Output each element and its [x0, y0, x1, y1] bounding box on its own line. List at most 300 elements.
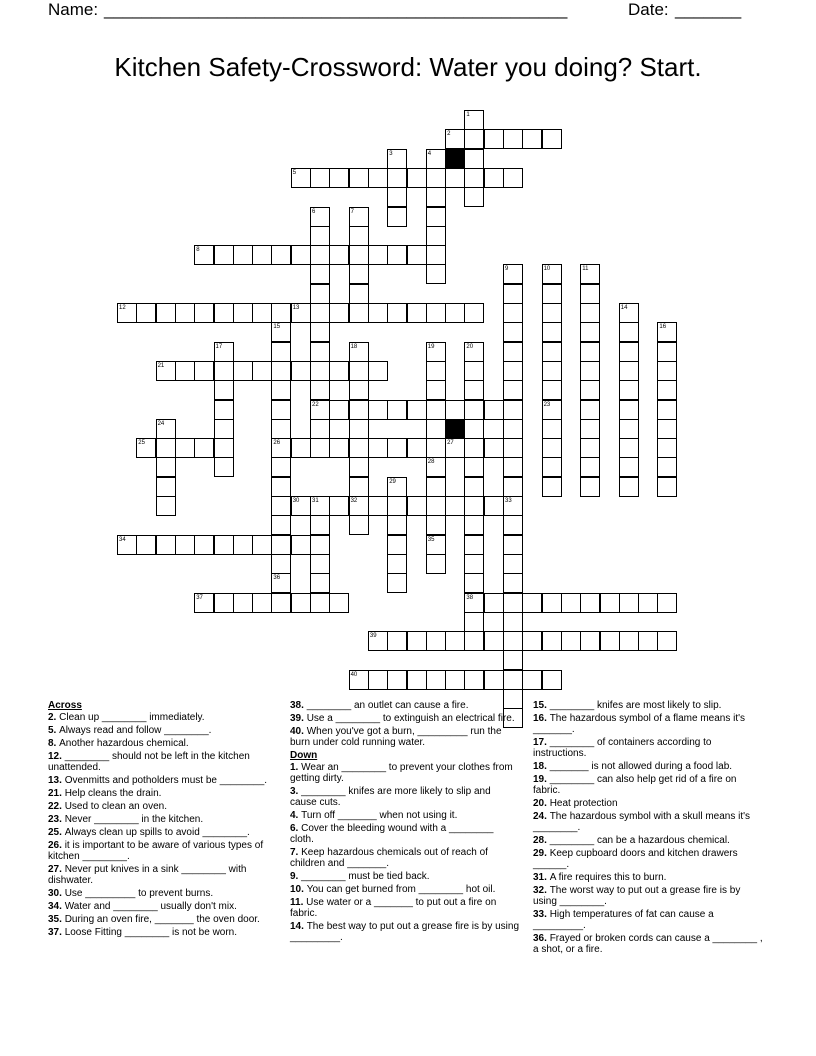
grid-cell[interactable]: [387, 554, 407, 574]
grid-cell[interactable]: [503, 612, 523, 632]
grid-cell[interactable]: [484, 438, 504, 458]
grid-cell[interactable]: [233, 361, 253, 381]
grid-cell[interactable]: [233, 245, 253, 265]
grid-cell[interactable]: [271, 245, 291, 265]
grid-cell[interactable]: [426, 342, 446, 362]
grid-cell[interactable]: [561, 631, 581, 651]
grid-cell[interactable]: [387, 573, 407, 593]
grid-cell[interactable]: [387, 670, 407, 690]
grid-cell[interactable]: [580, 438, 600, 458]
grid-cell[interactable]: [387, 149, 407, 169]
grid-cell[interactable]: [619, 342, 639, 362]
grid-cell[interactable]: [445, 496, 465, 516]
grid-cell[interactable]: [503, 322, 523, 342]
grid-cell[interactable]: [387, 438, 407, 458]
grid-cell[interactable]: [233, 303, 253, 323]
grid-cell[interactable]: [503, 515, 523, 535]
grid-cell[interactable]: [464, 419, 484, 439]
grid-cell[interactable]: [310, 515, 330, 535]
grid-cell[interactable]: [387, 631, 407, 651]
grid-cell[interactable]: [349, 245, 369, 265]
grid-cell[interactable]: [214, 593, 234, 613]
grid-cell[interactable]: [117, 535, 137, 555]
grid-cell[interactable]: [349, 168, 369, 188]
grid-cell[interactable]: [580, 477, 600, 497]
grid-cell[interactable]: [619, 361, 639, 381]
grid-cell[interactable]: [542, 400, 562, 420]
grid-cell[interactable]: [271, 535, 291, 555]
grid-cell[interactable]: [271, 361, 291, 381]
grid-cell[interactable]: [426, 400, 446, 420]
grid-cell[interactable]: [233, 593, 253, 613]
grid-cell[interactable]: [407, 496, 427, 516]
grid-cell[interactable]: [464, 554, 484, 574]
grid-cell[interactable]: [542, 631, 562, 651]
grid-cell[interactable]: [445, 670, 465, 690]
grid-cell[interactable]: [387, 496, 407, 516]
grid-cell[interactable]: [542, 419, 562, 439]
grid-cell[interactable]: [464, 477, 484, 497]
grid-cell[interactable]: [271, 593, 291, 613]
grid-cell[interactable]: [271, 438, 291, 458]
grid-cell[interactable]: [426, 496, 446, 516]
grid-cell[interactable]: [156, 535, 176, 555]
grid-cell[interactable]: [657, 342, 677, 362]
grid-cell[interactable]: [503, 380, 523, 400]
grid-cell[interactable]: [310, 207, 330, 227]
grid-cell[interactable]: [619, 593, 639, 613]
grid-cell[interactable]: [214, 380, 234, 400]
grid-cell[interactable]: [426, 168, 446, 188]
grid-cell[interactable]: [542, 284, 562, 304]
grid-cell[interactable]: [464, 129, 484, 149]
grid-cell[interactable]: [542, 457, 562, 477]
grid-cell[interactable]: [426, 187, 446, 207]
grid-cell[interactable]: [503, 361, 523, 381]
grid-cell[interactable]: [542, 264, 562, 284]
grid-cell[interactable]: [619, 322, 639, 342]
grid-cell[interactable]: [271, 515, 291, 535]
grid-cell[interactable]: [271, 496, 291, 516]
grid-cell[interactable]: [310, 554, 330, 574]
grid-cell[interactable]: [329, 361, 349, 381]
grid-cell[interactable]: [426, 361, 446, 381]
grid-cell[interactable]: [368, 670, 388, 690]
grid-cell[interactable]: [310, 264, 330, 284]
grid-cell[interactable]: [657, 380, 677, 400]
grid-cell[interactable]: [291, 361, 311, 381]
grid-cell[interactable]: [310, 168, 330, 188]
grid-cell[interactable]: [156, 457, 176, 477]
grid-cell[interactable]: [214, 419, 234, 439]
grid-cell[interactable]: [194, 438, 214, 458]
grid-cell[interactable]: [329, 168, 349, 188]
grid-cell[interactable]: [291, 245, 311, 265]
grid-cell[interactable]: [426, 438, 446, 458]
grid-cell[interactable]: [156, 303, 176, 323]
grid-cell[interactable]: [484, 670, 504, 690]
grid-cell[interactable]: [310, 573, 330, 593]
grid-cell[interactable]: [445, 168, 465, 188]
grid-cell[interactable]: [657, 400, 677, 420]
grid-cell[interactable]: [580, 342, 600, 362]
grid-cell[interactable]: [214, 535, 234, 555]
grid-cell[interactable]: [580, 264, 600, 284]
grid-cell[interactable]: [561, 593, 581, 613]
grid-cell[interactable]: [156, 477, 176, 497]
grid-cell[interactable]: [368, 168, 388, 188]
grid-cell[interactable]: [464, 573, 484, 593]
grid-cell[interactable]: [368, 361, 388, 381]
grid-cell[interactable]: [464, 168, 484, 188]
grid-cell[interactable]: [310, 496, 330, 516]
grid-cell[interactable]: [503, 168, 523, 188]
grid-cell[interactable]: [657, 438, 677, 458]
grid-cell[interactable]: [542, 670, 562, 690]
grid-cell[interactable]: [638, 593, 658, 613]
grid-cell[interactable]: [657, 361, 677, 381]
grid-cell[interactable]: [271, 380, 291, 400]
grid-cell[interactable]: [252, 535, 272, 555]
grid-cell[interactable]: [349, 670, 369, 690]
grid-cell[interactable]: [175, 438, 195, 458]
grid-cell[interactable]: [445, 438, 465, 458]
grid-cell[interactable]: [542, 322, 562, 342]
grid-cell[interactable]: [464, 631, 484, 651]
grid-cell[interactable]: [542, 361, 562, 381]
grid-cell[interactable]: [310, 380, 330, 400]
grid-cell[interactable]: [522, 129, 542, 149]
grid-cell[interactable]: [310, 322, 330, 342]
grid-cell[interactable]: [426, 670, 446, 690]
grid-cell[interactable]: [542, 438, 562, 458]
grid-cell[interactable]: [542, 477, 562, 497]
grid-cell[interactable]: [426, 303, 446, 323]
grid-cell[interactable]: [542, 303, 562, 323]
grid-cell[interactable]: [136, 535, 156, 555]
grid-cell[interactable]: [214, 361, 234, 381]
grid-cell[interactable]: [503, 284, 523, 304]
grid-cell[interactable]: [310, 438, 330, 458]
grid-cell[interactable]: [522, 593, 542, 613]
grid-cell[interactable]: [387, 515, 407, 535]
grid-cell[interactable]: [310, 284, 330, 304]
grid-cell[interactable]: [638, 631, 658, 651]
grid-cell[interactable]: [426, 149, 446, 169]
grid-cell[interactable]: [136, 303, 156, 323]
grid-cell[interactable]: [464, 303, 484, 323]
grid-cell[interactable]: [117, 303, 137, 323]
grid-cell[interactable]: [426, 535, 446, 555]
grid-cell[interactable]: [329, 245, 349, 265]
grid-cell[interactable]: [426, 457, 446, 477]
grid-cell[interactable]: [445, 303, 465, 323]
cell-number: 19: [427, 343, 435, 350]
grid-cell[interactable]: [426, 226, 446, 246]
grid-cell[interactable]: [464, 593, 484, 613]
grid-cell[interactable]: [387, 400, 407, 420]
grid-cell[interactable]: [194, 593, 214, 613]
grid-cell[interactable]: [271, 342, 291, 362]
grid-cell[interactable]: [349, 303, 369, 323]
grid-cell[interactable]: [580, 284, 600, 304]
grid-cell[interactable]: [542, 342, 562, 362]
grid-cell[interactable]: [619, 400, 639, 420]
grid-cell[interactable]: [387, 303, 407, 323]
grid-cell[interactable]: [426, 245, 446, 265]
grid-cell[interactable]: [503, 535, 523, 555]
grid-cell[interactable]: [464, 515, 484, 535]
grid-cell[interactable]: [407, 245, 427, 265]
grid-cell[interactable]: [503, 400, 523, 420]
grid-cell[interactable]: [310, 535, 330, 555]
grid-cell[interactable]: [252, 593, 272, 613]
grid-cell[interactable]: [194, 361, 214, 381]
grid-cell[interactable]: [464, 342, 484, 362]
grid-cell[interactable]: [426, 515, 446, 535]
grid-cell[interactable]: [329, 303, 349, 323]
grid-cell[interactable]: [368, 631, 388, 651]
grid-cell[interactable]: [291, 535, 311, 555]
grid-cell[interactable]: [349, 207, 369, 227]
grid-cell[interactable]: [349, 361, 369, 381]
grid-cell[interactable]: [214, 245, 234, 265]
grid-cell[interactable]: [291, 438, 311, 458]
grid-cell[interactable]: [503, 342, 523, 362]
grid-cell[interactable]: [349, 515, 369, 535]
name-field[interactable]: _________________________________________________: [104, 0, 568, 19]
grid-cell[interactable]: [291, 496, 311, 516]
grid-cell[interactable]: [657, 419, 677, 439]
grid-cell[interactable]: [484, 631, 504, 651]
grid-cell[interactable]: [368, 245, 388, 265]
grid-cell[interactable]: [464, 149, 484, 169]
grid-cell[interactable]: [426, 380, 446, 400]
grid-cell[interactable]: [580, 631, 600, 651]
grid-cell[interactable]: [522, 631, 542, 651]
grid-cell[interactable]: [291, 168, 311, 188]
grid-cell[interactable]: [580, 303, 600, 323]
grid-cell[interactable]: [503, 477, 523, 497]
grid-cell[interactable]: [600, 593, 620, 613]
grid-cell[interactable]: [503, 593, 523, 613]
grid-cell[interactable]: [619, 419, 639, 439]
grid-cell[interactable]: [580, 457, 600, 477]
grid-cell[interactable]: [387, 477, 407, 497]
grid-cell[interactable]: [349, 342, 369, 362]
grid-cell[interactable]: [407, 400, 427, 420]
grid-cell[interactable]: [310, 303, 330, 323]
grid-cell[interactable]: [271, 419, 291, 439]
grid-cell[interactable]: [542, 380, 562, 400]
grid-cell[interactable]: [657, 477, 677, 497]
grid-cell[interactable]: [271, 303, 291, 323]
grid-cell[interactable]: [310, 342, 330, 362]
grid-cell[interactable]: [387, 207, 407, 227]
grid-cell[interactable]: [580, 361, 600, 381]
grid-cell[interactable]: [214, 400, 234, 420]
grid-cell[interactable]: [580, 380, 600, 400]
grid-cell[interactable]: [156, 361, 176, 381]
grid-cell[interactable]: [252, 361, 272, 381]
grid-cell[interactable]: [233, 535, 253, 555]
grid-cell[interactable]: [368, 438, 388, 458]
grid-cell[interactable]: [252, 245, 272, 265]
grid-cell[interactable]: [291, 303, 311, 323]
grid-cell[interactable]: [156, 419, 176, 439]
grid-cell[interactable]: [503, 457, 523, 477]
grid-cell[interactable]: [657, 322, 677, 342]
grid-cell[interactable]: [503, 264, 523, 284]
grid-cell[interactable]: [349, 400, 369, 420]
grid-cell[interactable]: [484, 400, 504, 420]
grid-cell[interactable]: [310, 226, 330, 246]
grid-cell[interactable]: [426, 207, 446, 227]
grid-cell[interactable]: [368, 496, 388, 516]
grid-cell[interactable]: [214, 438, 234, 458]
grid-cell[interactable]: [580, 400, 600, 420]
grid-cell[interactable]: [619, 477, 639, 497]
grid-cell[interactable]: [426, 477, 446, 497]
grid-cell[interactable]: [329, 438, 349, 458]
grid-cell[interactable]: [252, 303, 272, 323]
grid-cell[interactable]: [156, 438, 176, 458]
grid-cell[interactable]: [619, 380, 639, 400]
grid-cell[interactable]: [619, 303, 639, 323]
grid-cell[interactable]: [310, 400, 330, 420]
grid-cell[interactable]: [407, 303, 427, 323]
grid-cell[interactable]: [503, 496, 523, 516]
grid-cell[interactable]: [619, 631, 639, 651]
grid-cell[interactable]: [387, 187, 407, 207]
grid-cell[interactable]: [600, 631, 620, 651]
date-field[interactable]: _______: [675, 0, 742, 19]
grid-cell[interactable]: [464, 535, 484, 555]
grid-cell[interactable]: [271, 400, 291, 420]
grid-cell[interactable]: [580, 322, 600, 342]
grid-cell[interactable]: [175, 303, 195, 323]
grid-cell[interactable]: [464, 612, 484, 632]
grid-cell[interactable]: [349, 477, 369, 497]
grid-cell[interactable]: [503, 303, 523, 323]
grid-cell[interactable]: [214, 457, 234, 477]
grid-cell[interactable]: [271, 554, 291, 574]
grid-cell[interactable]: [445, 631, 465, 651]
grid-cell[interactable]: [329, 400, 349, 420]
grid-cell[interactable]: [484, 593, 504, 613]
grid-cell[interactable]: [657, 457, 677, 477]
grid-cell[interactable]: [426, 554, 446, 574]
grid-cell[interactable]: [503, 670, 523, 690]
grid-cell[interactable]: [464, 400, 484, 420]
grid-cell[interactable]: [291, 593, 311, 613]
grid-cell[interactable]: [368, 303, 388, 323]
grid-cell[interactable]: [407, 670, 427, 690]
grid-cell[interactable]: [349, 496, 369, 516]
grid-cell[interactable]: [136, 438, 156, 458]
clue-text: ________ of containers according to instructions.: [533, 737, 712, 759]
grid-cell[interactable]: [387, 535, 407, 555]
grid-cell[interactable]: [445, 129, 465, 149]
grid-cell[interactable]: [175, 361, 195, 381]
grid-cell[interactable]: [426, 264, 446, 284]
grid-cell[interactable]: [407, 168, 427, 188]
grid-cell[interactable]: [310, 245, 330, 265]
grid-cell[interactable]: [464, 670, 484, 690]
grid-cell[interactable]: [503, 129, 523, 149]
grid-cell[interactable]: [271, 457, 291, 477]
grid-cell[interactable]: [503, 419, 523, 439]
grid-cell[interactable]: [271, 322, 291, 342]
grid-cell[interactable]: [271, 477, 291, 497]
grid-cell[interactable]: [156, 496, 176, 516]
grid-cell[interactable]: [484, 496, 504, 516]
grid-cell[interactable]: [194, 245, 214, 265]
grid-cell[interactable]: [407, 438, 427, 458]
grid-cell[interactable]: [580, 419, 600, 439]
grid-cell[interactable]: [426, 419, 446, 439]
grid-cell[interactable]: [310, 361, 330, 381]
grid-cell[interactable]: [484, 168, 504, 188]
grid-cell[interactable]: [484, 129, 504, 149]
grid-cell[interactable]: [387, 168, 407, 188]
grid-cell[interactable]: [464, 380, 484, 400]
grid-cell[interactable]: [522, 670, 542, 690]
grid-cell[interactable]: [349, 380, 369, 400]
grid-cell[interactable]: [426, 631, 446, 651]
grid-cell[interactable]: [349, 284, 369, 304]
grid-cell[interactable]: [349, 457, 369, 477]
grid-cell[interactable]: [464, 438, 484, 458]
grid-cell[interactable]: [464, 361, 484, 381]
grid-cell[interactable]: [214, 342, 234, 362]
grid-cell[interactable]: [464, 110, 484, 130]
grid-cell[interactable]: [445, 400, 465, 420]
grid-cell[interactable]: [464, 187, 484, 207]
grid-cell[interactable]: [194, 303, 214, 323]
grid-cell[interactable]: [657, 593, 677, 613]
grid-cell[interactable]: [542, 593, 562, 613]
grid-cell[interactable]: [387, 245, 407, 265]
grid-cell[interactable]: [407, 631, 427, 651]
grid-cell[interactable]: [329, 593, 349, 613]
grid-cell[interactable]: [271, 573, 291, 593]
grid-cell[interactable]: [368, 400, 388, 420]
grid-cell[interactable]: [503, 631, 523, 651]
grid-cell[interactable]: [503, 573, 523, 593]
grid-cell[interactable]: [619, 438, 639, 458]
grid-cell[interactable]: [464, 457, 484, 477]
grid-cell[interactable]: [503, 650, 523, 670]
grid-cell[interactable]: [580, 593, 600, 613]
grid-cell[interactable]: [175, 535, 195, 555]
grid-cell[interactable]: [214, 303, 234, 323]
grid-cell[interactable]: [619, 457, 639, 477]
grid-cell[interactable]: [310, 419, 330, 439]
grid-cell[interactable]: [464, 496, 484, 516]
grid-cell[interactable]: [194, 535, 214, 555]
grid-cell[interactable]: [349, 264, 369, 284]
grid-cell[interactable]: [349, 438, 369, 458]
grid-cell[interactable]: [349, 419, 369, 439]
grid-cell[interactable]: [542, 129, 562, 149]
grid-cell[interactable]: [503, 554, 523, 574]
grid-cell[interactable]: [310, 593, 330, 613]
grid-cell[interactable]: [657, 631, 677, 651]
grid-cell[interactable]: [329, 496, 349, 516]
grid-cell[interactable]: [349, 226, 369, 246]
grid-cell[interactable]: [503, 438, 523, 458]
